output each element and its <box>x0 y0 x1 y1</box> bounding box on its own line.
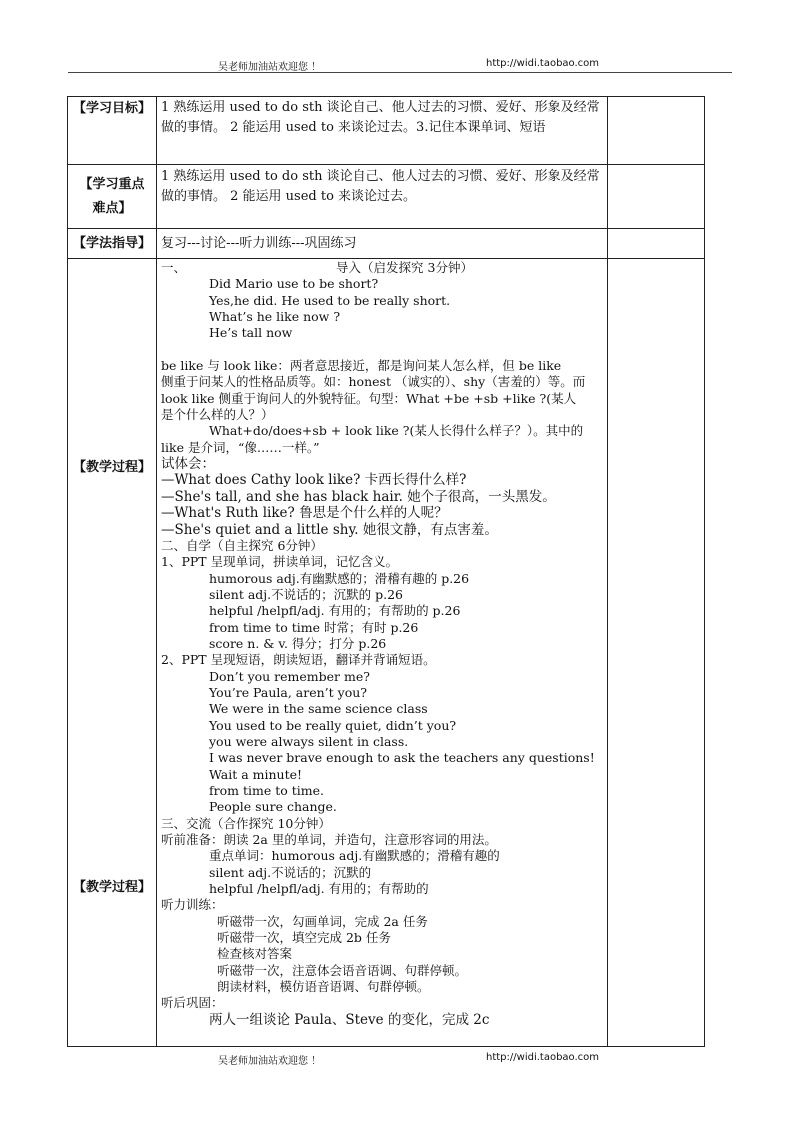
process-content <box>157 259 608 1047</box>
prep-line: 听前准备：朗读 2a 里的单词，并造句，注意形容词的用法。 <box>161 832 497 848</box>
word-line: score n. & v. 得分；打分 p.26 <box>209 635 387 651</box>
listening-item: 听磁带一次，注意体会语音语调、句群停顿。 <box>217 962 468 978</box>
after-listening-item: 两人一组谈论 Paula、Steve 的变化，完成 2c <box>209 1011 490 1028</box>
dialog-line: Did Mario use to be short? <box>209 276 379 292</box>
lesson-table <box>67 96 705 1047</box>
dialog-line: Yes,he did. He used to be really short. <box>209 292 451 308</box>
phrase-line: We were in the same science class <box>209 701 428 717</box>
section3-heading: 三、交流（合作探究 10分钟） <box>161 815 331 831</box>
phrase-line: you were always silent in class. <box>209 733 409 749</box>
process-row <box>68 259 705 1047</box>
section2-heading: 二、自学（自主探究 6分钟） <box>161 537 323 553</box>
method-extra-cell <box>608 229 705 259</box>
goals-extra-cell <box>608 97 705 165</box>
goals-row <box>68 97 705 165</box>
phrase-line: You used to be really quiet, didn’t you? <box>209 717 457 733</box>
explain-line: What+do/does+sb + look like ?(某人长得什么样子？）。其中的 <box>209 423 584 439</box>
header-url: http://widi.taobao.com <box>486 58 600 69</box>
example-line: —She's quiet and a little shy. 她很文静，有点害羞。 <box>161 521 498 538</box>
focus-extra-cell <box>608 165 705 229</box>
listening-item: 听磁带一次，勾画单词，完成 2a 任务 <box>217 913 428 929</box>
explain-line: be like 与 look like：两者意思接近，都是询问某人怎么样，但 be like <box>161 358 562 374</box>
explain-line: 是个什么样的人？） <box>161 407 274 423</box>
try-label: 试体会： <box>161 456 215 473</box>
after-listening-label: 听后巩固： <box>161 995 224 1011</box>
process-extra-cell <box>608 259 705 1047</box>
example-line: —What's Ruth like? 鲁思是个什么样的人呢？ <box>161 505 448 522</box>
explain-line: look like 侧重于询问人的外貌特征。句型：What +be +sb +like ?(某人 <box>161 390 577 406</box>
process-label-2: 【教学过程】 <box>72 880 151 895</box>
word-line: humorous adj.有幽默感的；滑稽有趣的 p.26 <box>209 570 470 586</box>
phrase-line: People sure change. <box>209 799 337 815</box>
phrase-line: You’re Paula, aren’t you? <box>209 684 367 700</box>
footer-left: 吴老师加油站欢迎您 ！ <box>218 1056 322 1067</box>
explain-line: 侧重于问某人的性格品质等。如：honest （诚实的）、shy（害羞的）等。而 <box>161 374 586 390</box>
focus-label: 【学习重点 难点】 <box>68 165 157 229</box>
example-line: —She's tall, and she has black hair. 她个子很高，一头黑发。 <box>161 488 556 505</box>
listening-item: 朗读材料，模仿语音语调、句群停顿。 <box>217 979 430 995</box>
phrase-line: I was never brave enough to ask the teachers any questions! <box>209 750 595 766</box>
listening-label: 听力训练： <box>161 897 224 913</box>
method-row <box>68 229 705 259</box>
section2-step1: 1、PPT 呈现单词，拼读单词，记忆含义。 <box>161 554 399 570</box>
section2-step2: 2、PPT 呈现短语，朗读短语，翻译并背诵短语。 <box>161 652 436 668</box>
phrase-line: Wait a minute! <box>209 766 303 782</box>
key-word-line: silent adj.不说话的；沉默的 <box>209 864 372 880</box>
header-left: 吴老师加油站欢迎您 ！ <box>218 62 322 73</box>
key-word-line: 重点单词：humorous adj.有幽默感的；滑稽有趣的 <box>209 848 500 864</box>
dialog-line: He’s tall now <box>209 325 293 341</box>
example-line: —What does Cathy look like? 卡西长得什么样? <box>161 472 467 489</box>
word-line: helpful /helpfl/adj. 有用的；有帮助的 p.26 <box>209 603 461 619</box>
goals-label: 【学习目标】 <box>68 97 157 165</box>
key-word-line: helpful /helpfl/adj. 有用的；有帮助的 <box>209 881 429 897</box>
explain-line: like 是介词，“像……一样。” <box>161 439 320 455</box>
method-label: 【学法指导】 <box>68 229 157 259</box>
focus-text: 1 熟练运用 used to do sth 谈论自己、他人过去的习惯、爱好、形象及经常做的事情。 2 能运用 used to 来谈论过去。 <box>157 165 608 229</box>
word-line: from time to time 时常；有时 p.26 <box>209 619 419 635</box>
footer-url: http://widi.taobao.com <box>486 1052 600 1063</box>
process-label-1: 【教学过程】 <box>72 460 151 475</box>
method-text: 复习---讨论---听力训练---巩固练习 <box>157 229 608 259</box>
phrase-line: from time to time. <box>209 783 324 798</box>
listening-item: 听磁带一次，填空完成 2b 任务 <box>217 930 391 946</box>
listening-item: 检查核对答案 <box>217 946 293 962</box>
header-rule <box>68 72 732 73</box>
focus-row <box>68 165 705 229</box>
phrase-line: Don’t you remember me? <box>209 668 370 684</box>
section1-heading: 一、 导入（启发探究 3分钟） <box>161 260 473 275</box>
dialog-line: What’s he like now ? <box>209 309 341 325</box>
process-label-cell <box>68 259 157 1047</box>
word-line: silent adj.不说话的；沉默的 p.26 <box>209 586 404 602</box>
goals-text: 1 熟练运用 used to do sth 谈论自己、他人过去的习惯、爱好、形象及经常做的事情。 2 能运用 used to 来谈论过去。3.记住本课单词、短语 <box>157 97 608 165</box>
